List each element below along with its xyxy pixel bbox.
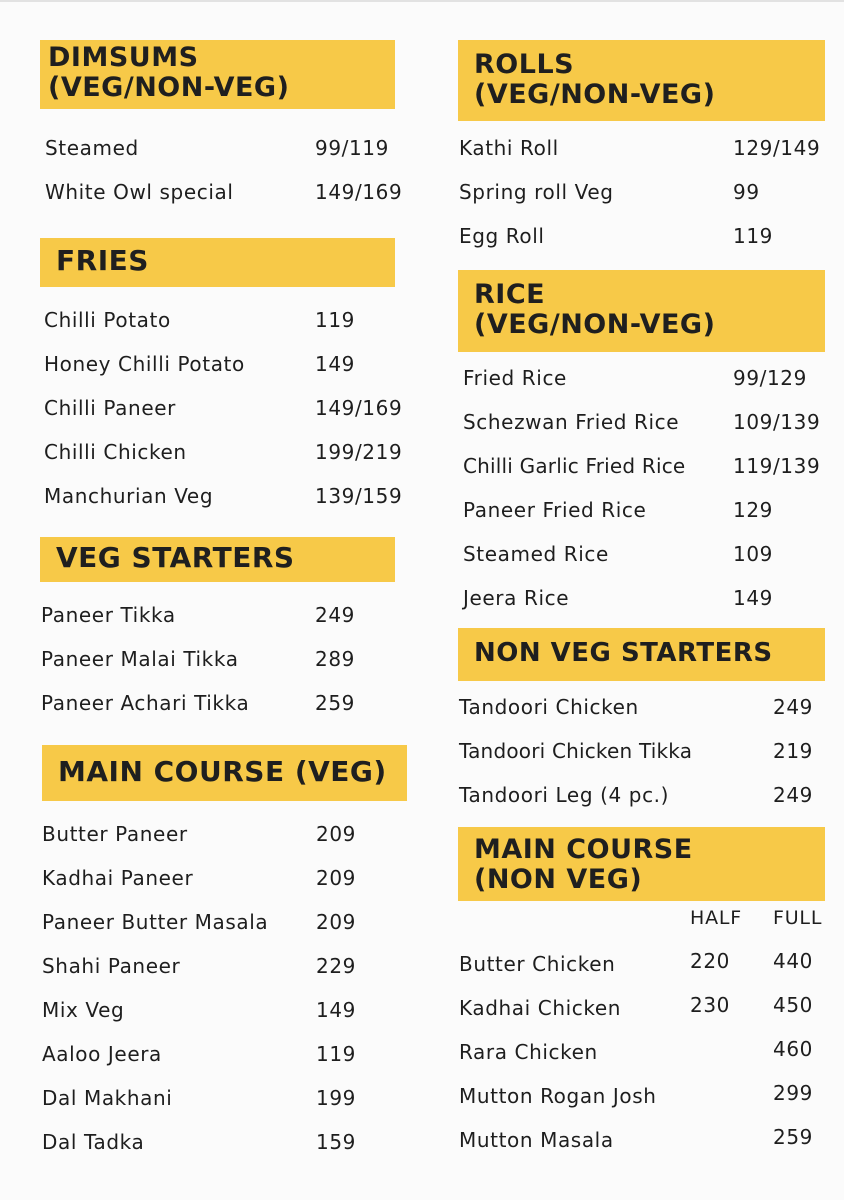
item-name: Paneer Malai Tikka [41,647,239,671]
item-name: Mutton Masala [459,1128,614,1152]
item-name: Chilli Paneer [44,396,176,420]
item-price: 209 [316,866,356,890]
item-name: Mutton Rogan Josh [459,1084,657,1108]
item-price: 229 [316,954,356,978]
item-price: 199 [316,1086,356,1110]
item-price-full: 440 [773,949,813,973]
section-title: ROLLS [474,49,575,80]
section-header-rolls [458,40,825,121]
item-price: 149 [733,586,773,610]
item-price-full: 299 [773,1081,813,1105]
item-name: Dal Tadka [42,1130,145,1154]
item-price-full: 450 [773,993,813,1017]
item-price: 129/149 [733,136,821,160]
item-price: 159 [316,1130,356,1154]
item-price: 109/139 [733,410,821,434]
item-name: Tandoori Chicken Tikka [459,739,693,763]
item-price: 249 [773,783,813,807]
item-price-half: 220 [690,949,730,973]
item-price: 109 [733,542,773,566]
item-price: 129 [733,498,773,522]
section-header-rice [458,270,825,352]
section-title: RICE [474,279,546,310]
item-price: 259 [315,691,355,715]
item-price: 219 [773,739,813,763]
item-name: Kathi Roll [459,136,559,160]
item-price: 149 [316,998,356,1022]
section-subtitle: (VEG/NON-VEG) [474,79,716,110]
item-name: Dal Makhani [42,1086,173,1110]
item-price: 119 [316,1042,356,1066]
item-name: Butter Chicken [459,952,616,976]
item-name: Aaloo Jeera [42,1042,162,1066]
item-price: 99 [733,180,760,204]
section-title: MAIN COURSE (VEG) [58,755,387,788]
item-name: Tandoori Chicken [459,695,639,719]
top-divider [0,0,844,2]
item-price: 149/169 [315,396,403,420]
item-name: Egg Roll [459,224,545,248]
item-name: Jeera Rice [463,586,570,610]
item-price: 119 [315,308,355,332]
item-price: 139/159 [315,484,403,508]
item-price: 119/139 [733,454,821,478]
item-name: Paneer Butter Masala [42,910,269,934]
section-title: VEG STARTERS [56,541,295,574]
item-name: Schezwan Fried Rice [463,410,680,434]
item-name: Kadhai Paneer [42,866,194,890]
item-name: White Owl special [45,180,234,204]
item-name: Rara Chicken [459,1040,598,1064]
section-header-main-course-non-veg [458,827,825,901]
section-header-main-course-veg [42,745,407,801]
item-name: Kadhai Chicken [459,996,622,1020]
section-subtitle: (NON VEG) [474,864,643,895]
item-name: Shahi Paneer [42,954,181,978]
section-title: MAIN COURSE [474,834,693,865]
column-header-full: FULL [773,907,823,929]
section-header-fries [40,238,395,287]
item-price: 149/169 [315,180,403,204]
item-name: Paneer Tikka [41,603,176,627]
item-price: 149 [315,352,355,376]
item-name: Honey Chilli Potato [44,352,245,376]
section-title: NON VEG STARTERS [474,638,773,668]
section-header-veg-starters [40,537,395,582]
item-price: 119 [733,224,773,248]
item-price: 209 [316,822,356,846]
item-name: Chilli Chicken [44,440,187,464]
item-name: Spring roll Veg [459,180,614,204]
item-name: Paneer Fried Rice [463,498,647,522]
item-name: Fried Rice [463,366,567,390]
item-price-half: 230 [690,993,730,1017]
item-name: Steamed [45,136,139,160]
section-title: FRIES [56,244,149,277]
item-price: 209 [316,910,356,934]
section-title: DIMSUMS [48,42,199,73]
item-price: 99/119 [315,136,389,160]
item-name: Paneer Achari Tikka [41,691,250,715]
section-subtitle: (VEG/NON-VEG) [474,309,716,340]
item-price-full: 259 [773,1125,813,1149]
item-price: 289 [315,647,355,671]
item-price: 249 [315,603,355,627]
item-name: Chilli Potato [44,308,171,332]
column-header-half: HALF [690,907,742,929]
item-name: Manchurian Veg [44,484,214,508]
item-name: Butter Paneer [42,822,188,846]
section-subtitle: (VEG/NON-VEG) [48,72,290,103]
item-name: Steamed Rice [463,542,609,566]
item-price: 99/129 [733,366,807,390]
item-price: 199/219 [315,440,403,464]
section-header-dimsums [40,40,395,109]
item-name: Mix Veg [42,998,125,1022]
section-header-non-veg-starters [458,628,825,681]
item-price: 249 [773,695,813,719]
item-name: Tandoori Leg (4 pc.) [459,783,670,807]
item-price-full: 460 [773,1037,813,1061]
item-name: Chilli Garlic Fried Rice [463,454,686,478]
